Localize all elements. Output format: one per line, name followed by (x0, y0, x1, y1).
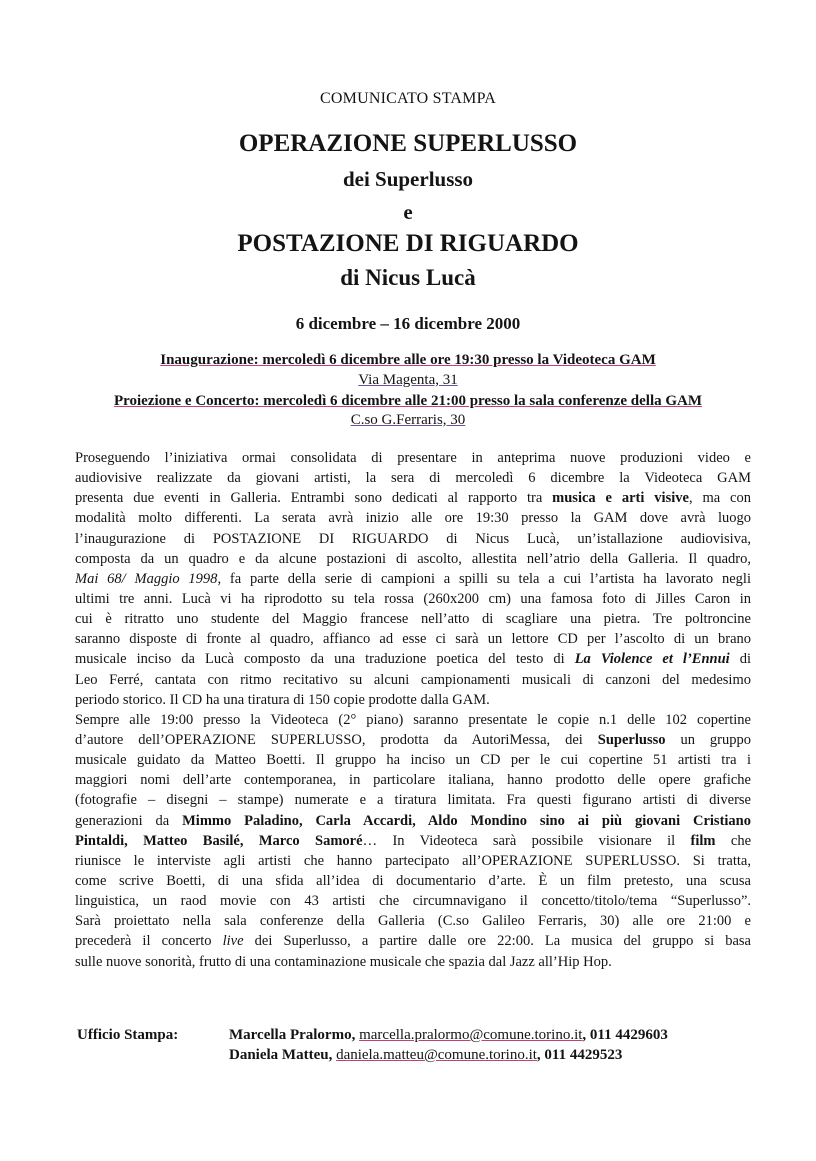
body-line (75, 851, 751, 871)
document-kicker: COMUNICATO STAMPA (320, 90, 496, 107)
body-line (75, 468, 751, 488)
body-line (75, 609, 751, 629)
event-screening-address: C.so G.Ferraris, 30 (350, 412, 466, 428)
body-line (75, 589, 751, 609)
body-line (75, 690, 751, 710)
body-line (75, 629, 751, 649)
body-text-run: un gruppo (665, 731, 751, 748)
body-line (75, 508, 751, 528)
body-text-run: saranno disposte di fronte al quadro, affianco ad esse ci sarà un lettore CD per l’ascolto di un brano (75, 631, 751, 648)
body-text-run: live (222, 933, 244, 950)
contact-phone: , 011 4429603 (582, 1027, 668, 1043)
body-line (75, 952, 751, 972)
body-text-run: modalità molto differenti. La serata avrà inizio alle ore 19:30 presso la GAM dove avrà luogo (75, 510, 751, 527)
press-office-label: Ufficio Stampa: (77, 1027, 179, 1043)
body-text-run: musicale inciso da Lucà composto da una traduzione poetica del testo di (75, 651, 575, 668)
body-text-run: Leo Ferré, cantata con ritmo recitativo su alcuni campionamenti musicali di canzoni del medesimo (75, 671, 751, 688)
contact-name: Daniela Matteu, (229, 1047, 337, 1063)
body-line (75, 710, 751, 730)
body-line (75, 549, 751, 569)
body-line (75, 871, 751, 891)
body-text-run: musica e arti visive (552, 490, 689, 507)
body-text-run: generazioni da (75, 812, 183, 829)
body-text-run: film (690, 832, 716, 849)
body-line (75, 730, 751, 750)
body-text-run: periodo storico. Il CD ha una tiratura di 150 copie prodotte dalla GAM. (75, 691, 490, 708)
body-text-run: Pintaldi, Matteo Basilé, Marco Samoré (75, 832, 363, 849)
title-line-4: POSTAZIONE DI RIGUARDO (237, 230, 579, 257)
body-text-run: che (715, 832, 751, 849)
body-text-run: , ma con (688, 490, 751, 507)
body-text-run: d’autore dell’OPERAZIONE SUPERLUSSO, prodotta da AutoriMessa, dei (75, 731, 598, 748)
body-line (75, 670, 751, 690)
contact-phone: , 011 4429523 (536, 1047, 623, 1063)
press-contact (229, 1027, 668, 1044)
body-text-run: La Violence et l’Ennui (574, 651, 730, 668)
press-contact (229, 1047, 622, 1064)
body-text-run: Sempre alle 19:00 presso la Videoteca (2° piano) saranno presentate le copie n.1 delle 102 copertine (75, 711, 751, 728)
body-text-run: (fotografie – disegni – stampe) numerate e a tiratura limitata. Fra questi figurano artisti di diverse (75, 792, 751, 809)
body-text-run: linguistica, un raod movie con 43 artisti che circumnavigano il concetto/titolo/tema “Superlusso”. (75, 893, 751, 910)
contact-name: Marcella Pralormo, (229, 1027, 360, 1043)
body-text-run: cui è ritratto uno studente del Maggio francese nell’atto di scagliare una pietra. Tre poltroncine (75, 611, 751, 628)
title-line-5: di Nicus Lucà (340, 265, 476, 290)
body-text-run: Proseguendo l’iniziativa ormai consolidata di presentare in anteprima nuove produzioni video e (75, 450, 751, 466)
contact-email-link[interactable]: marcella.pralormo@comune.torino.it (359, 1027, 583, 1043)
body-line (75, 750, 751, 770)
body-line (75, 831, 751, 851)
body-text-run: composta da un quadro e da alcune postazioni di ascolto, allestita nell’atrio della Galleria. Il quadro, (75, 550, 751, 567)
body-text-run: Mai 68/ Maggio 1998 (75, 570, 218, 587)
body-text-run: audiovisive realizzate da giovani artisti, la sera di mercoledì 6 dicembre la Videoteca GAM (75, 470, 751, 487)
body-line (75, 811, 751, 831)
body-text-run: l’inaugurazione di POSTAZIONE DI RIGUARDO di Nicus Lucà, un’istallazione audiovisiva, (75, 530, 751, 547)
body-line (75, 529, 751, 549)
body-text-run: … In Videoteca sarà possibile visionare il (362, 832, 691, 849)
body-text-run: presenta due eventi in Galleria. Entrambi sono dedicati al rapporto tra (75, 490, 553, 507)
event-dates: 6 dicembre – 16 dicembre 2000 (295, 314, 521, 333)
body-line (75, 770, 751, 790)
body-text-run: sulle nuove sonorità, frutto di una contaminazione musicale che spazia dal Jazz all’Hip Hop. (75, 953, 612, 970)
body-text-run: Sarà proiettato nella sala conferenze della Galleria (C.so Galileo Ferraris, 30) alle ore 21:00 e (75, 913, 751, 930)
body-text-run: musicale guidato da Matteo Boetti. Il gruppo ha inciso un CD per le cui copertine 51 artisti tra i (75, 752, 751, 769)
body-text-run: Superlusso (597, 731, 666, 748)
body-line (75, 649, 751, 669)
body-line (75, 569, 751, 589)
event-screening-title: Proiezione e Concerto: mercoledì 6 dicembre alle 21:00 presso la sala conferenze della GAM (113, 393, 703, 409)
title-line-3: e (403, 200, 413, 224)
body-paragraph (75, 448, 751, 972)
body-text-run: di (729, 651, 751, 668)
body-text-run: maggiori nomi dell’arte contemporanea, in particolare italiana, hanno prodotto delle opere grafiche (75, 772, 751, 789)
body-text-run: Mimmo Paladino, Carla Accardi, Aldo Mondino sino ai più giovani Cristiano (182, 812, 751, 829)
body-line (75, 911, 751, 931)
body-line (75, 790, 751, 810)
body-line (75, 891, 751, 911)
title-line-2: dei Superlusso (342, 167, 474, 191)
event-inauguration-title: Inaugurazione: mercoledì 6 dicembre alle ore 19:30 presso la Videoteca GAM (160, 352, 656, 368)
body-line (75, 448, 751, 468)
body-text-run: ultimi tre anni. Lucà vi ha riprodotto su tela rossa (260x200 cm) una famosa foto di Jilles Caron in (75, 590, 751, 607)
title-line-1: OPERAZIONE SUPERLUSSO (238, 130, 578, 157)
body-line (75, 931, 751, 951)
body-text-run: come scrive Boetti, di una sfida all’idea di documentario d’arte. È un film pretesto, una scusa (75, 872, 751, 889)
body-text-run: riunisce le interviste agli artisti che hanno partecipato all’OPERAZIONE SUPERLUSSO. Si tratta, (75, 852, 751, 869)
contact-email-link[interactable]: daniela.matteu@comune.torino.it (336, 1047, 537, 1063)
body-text-run: precederà il concerto (75, 933, 223, 950)
body-line (75, 488, 751, 508)
body-text-run: dei Superlusso, a partire dalle ore 22:00. La musica del gruppo si basa (243, 933, 751, 950)
body-text-run: , fa parte della serie di campioni a spilli su tela a cui l’artista ha lavorato negli (217, 570, 751, 587)
event-inauguration-address: Via Magenta, 31 (358, 372, 458, 388)
